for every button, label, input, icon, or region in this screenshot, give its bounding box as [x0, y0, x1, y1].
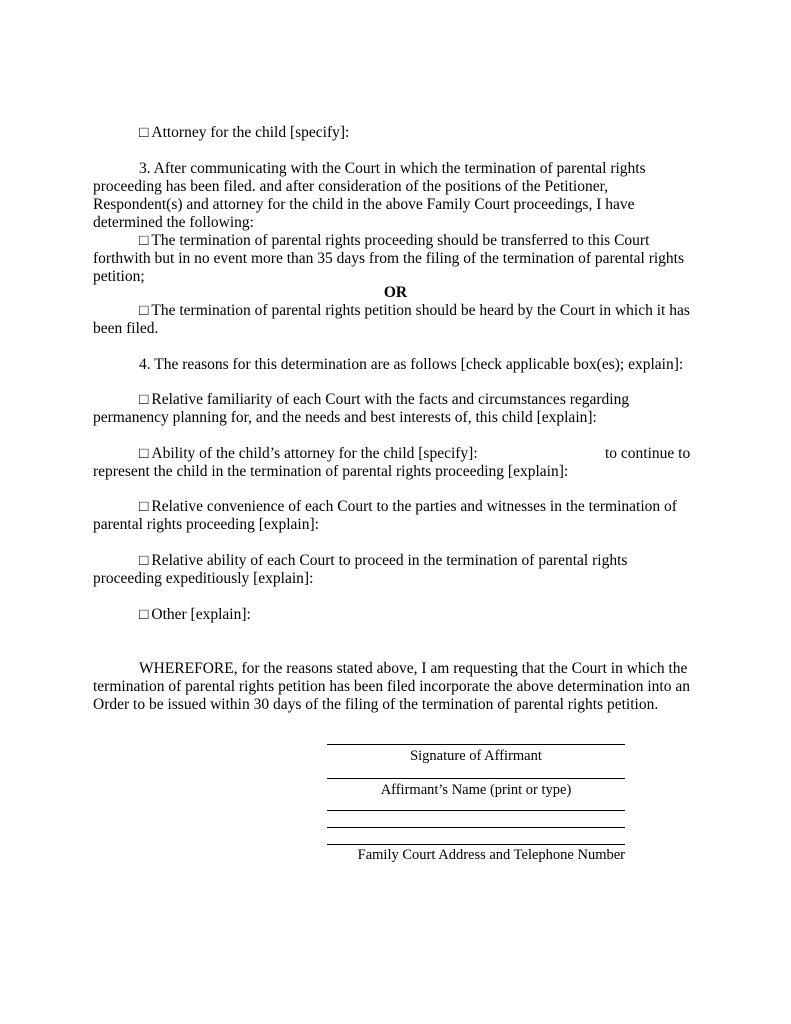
checkbox-transfer-option[interactable]: □ [139, 232, 149, 249]
attorney-ability-line-1: Ability of the child’s attorney for the child [specify]: [151, 445, 478, 462]
address-line-3[interactable] [327, 844, 625, 845]
checkbox-expeditious[interactable]: □ [139, 552, 149, 569]
checkbox-other[interactable]: □ [139, 606, 149, 623]
reason-expeditious [93, 552, 698, 588]
item-3-line-1: 3. After communicating with the Court in which the termination of parental rights [139, 160, 646, 177]
item-3-line-2: proceeding has been filed. and after consideration of the positions of the Petitioner, [93, 178, 609, 195]
reason-familiarity [93, 391, 698, 427]
checkbox-heard-option[interactable]: □ [139, 302, 149, 319]
attorney-ability-continue: to continue to [605, 445, 691, 462]
transfer-option-line-2: forthwith but in no event more than 35 days from the filing of the termination of parental rights [93, 250, 685, 267]
checkbox-familiarity[interactable]: □ [139, 391, 149, 408]
heard-option-line-2: been filed. [93, 320, 159, 337]
wherefore-line-1: WHEREFORE, for the reasons stated above, I am requesting that the Court in which the [139, 660, 688, 677]
other-line: Other [explain]: [151, 606, 251, 623]
reason-attorney-ability [93, 445, 698, 481]
or-label: OR [383, 284, 408, 301]
reason-convenience [93, 498, 698, 534]
item-4-paragraph [93, 356, 698, 374]
wherefore-paragraph [93, 660, 698, 714]
convenience-line-2: parental rights proceeding [explain]: [93, 516, 319, 533]
expeditious-line-2: proceeding expeditiously [explain]: [93, 570, 314, 587]
reason-other [93, 606, 698, 624]
expeditious-line-1: Relative ability of each Court to proceed in the termination of parental rights [151, 552, 628, 569]
wherefore-line-2: termination of parental rights petition has been filed incorporate the above determination into an [93, 678, 690, 695]
familiarity-line-2: permanency planning for, and the needs and best interests of, this child [explain]: [93, 409, 597, 426]
checkbox-attorney-for-child[interactable]: □ [139, 124, 149, 141]
item-3-line-3: Respondent(s) and attorney for the child in the above Family Court proceedings, I have [93, 196, 635, 213]
affirmant-name-label: Affirmant’s Name (print or type) [380, 782, 572, 798]
convenience-line-1: Relative convenience of each Court to the parties and witnesses in the termination of [151, 498, 677, 515]
wherefore-line-3: Order to be issued within 30 days of the filing of the termination of parental rights petition. [93, 696, 659, 713]
address-line-1[interactable] [327, 810, 625, 811]
checkbox-attorney-ability[interactable]: □ [139, 445, 149, 462]
checkbox-convenience[interactable]: □ [139, 498, 149, 515]
signature-label: Signature of Affirmant [410, 748, 542, 764]
affirmant-name-line[interactable] [327, 778, 625, 779]
attorney-for-child-line [93, 124, 698, 142]
attorney-for-child-label: Attorney for the child [specify]: [151, 124, 350, 141]
item-3-line-4: determined the following: [93, 214, 254, 231]
familiarity-line-1: Relative familiarity of each Court with the facts and circumstances regarding [151, 391, 630, 408]
address-line-2[interactable] [327, 827, 625, 828]
heard-option-line-1: The termination of parental rights petition should be heard by the Court in which it has [151, 302, 690, 319]
signature-line[interactable] [327, 744, 625, 745]
transfer-option-line-1: The termination of parental rights proceeding should be transferred to this Court [151, 232, 650, 249]
item-4-line: 4. The reasons for this determination are as follows [check applicable box(es); explain]: [139, 356, 684, 373]
transfer-option-line-3: petition; [93, 268, 145, 285]
item-3-paragraph [93, 160, 698, 286]
address-label: Family Court Address and Telephone Number [357, 847, 625, 863]
attorney-ability-line-2: represent the child in the termination of parental rights proceeding [explain]: [93, 463, 569, 480]
heard-option-paragraph [93, 302, 698, 338]
